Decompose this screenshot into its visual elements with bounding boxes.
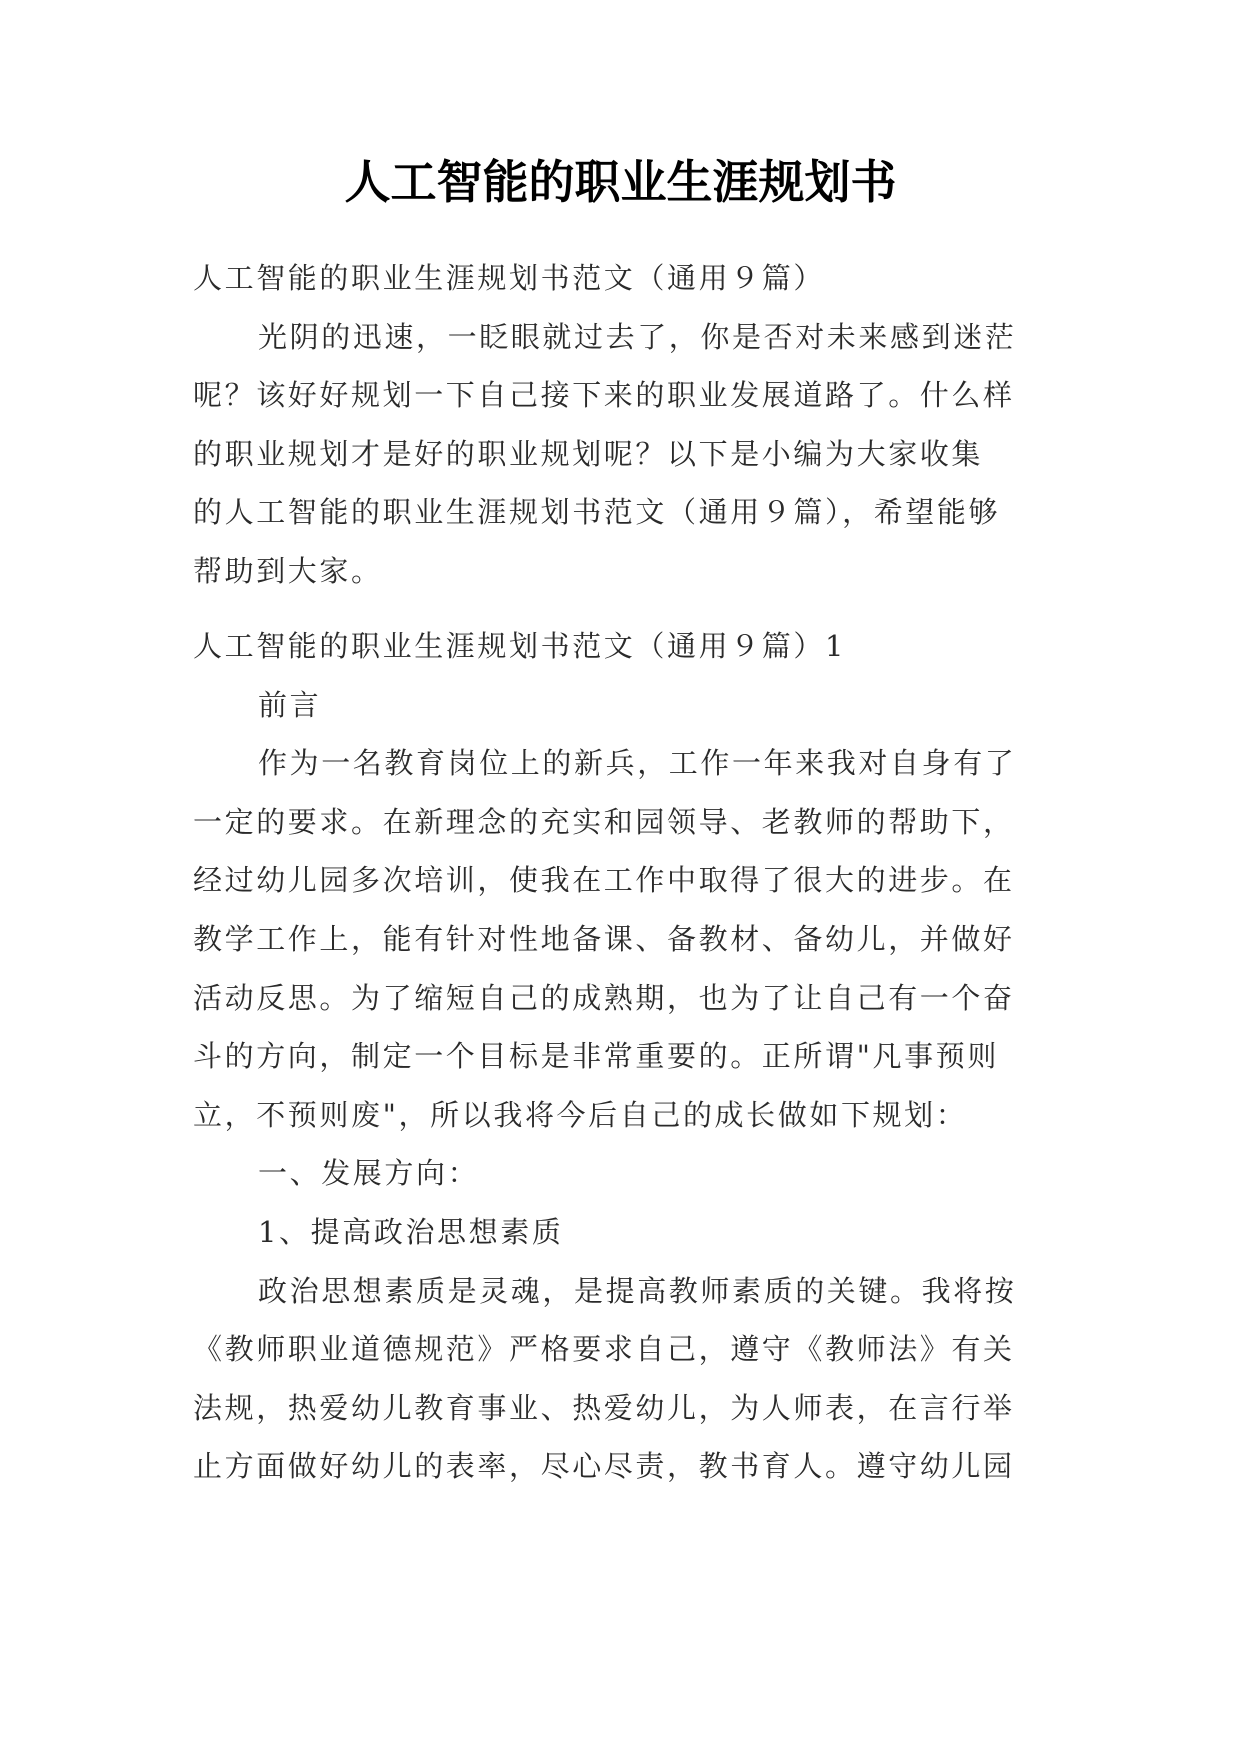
text-line: 光阴的迅速，一眨眼就过去了，你是否对未来感到迷茫: [258, 319, 1017, 354]
text-line: 1、提高政治思想素质: [258, 1214, 564, 1249]
text-line: 作为一名教育岗位上的新兵，工作一年来我对自身有了: [258, 746, 1017, 781]
text-line: 的人工智能的职业生涯规划书范文（通用９篇），希望能够: [193, 495, 1001, 530]
text-line: 前言: [258, 687, 322, 722]
text-line: 一、发展方向：: [258, 1156, 480, 1191]
text-line: 帮助到大家。: [193, 553, 383, 588]
document-title: 人工智能的职业生涯规划书: [344, 155, 897, 209]
text-line: 呢？该好好规划一下自己接下来的职业发展道路了。什么样: [193, 378, 1015, 413]
text-line: 法规，热爱幼儿教育事业、热爱幼儿，为人师表，在言行举: [193, 1390, 1015, 1425]
text-line: 的职业规划才是好的职业规划呢？以下是小编为大家收集: [193, 436, 984, 471]
text-line: 活动反思。为了缩短自己的成熟期，也为了让自己有一个奋: [193, 980, 1015, 1015]
text-line: 教学工作上，能有针对性地备课、备教材、备幼儿，并做好: [193, 921, 1015, 956]
text-line: 止方面做好幼儿的表率，尽心尽责，教书育人。遵守幼儿园: [193, 1449, 1015, 1484]
essay-1-section: [193, 617, 1059, 1496]
text-line: 一定的要求。在新理念的充实和园领导、老教师的帮助下，: [193, 804, 1015, 839]
intro-section: [193, 249, 1059, 601]
text-line: 斗的方向，制定一个目标是非常重要的。正所谓"凡事预则: [193, 1039, 999, 1074]
text-line: 人工智能的职业生涯规划书范文（通用９篇）1: [193, 629, 847, 663]
text-line: 《教师职业道德规范》严格要求自己，遵守《教师法》有关: [193, 1332, 1015, 1367]
text-line: 人工智能的职业生涯规划书范文（通用９篇）: [193, 261, 826, 295]
text-line: 政治思想素质是灵魂，是提高教师素质的关键。我将按: [258, 1273, 1017, 1308]
text-line: 经过幼儿园多次培训，使我在工作中取得了很大的进步。在: [193, 863, 1015, 898]
text-line: 立，不预则废"，所以我将今后自己的成长做如下规划：: [193, 1097, 968, 1132]
